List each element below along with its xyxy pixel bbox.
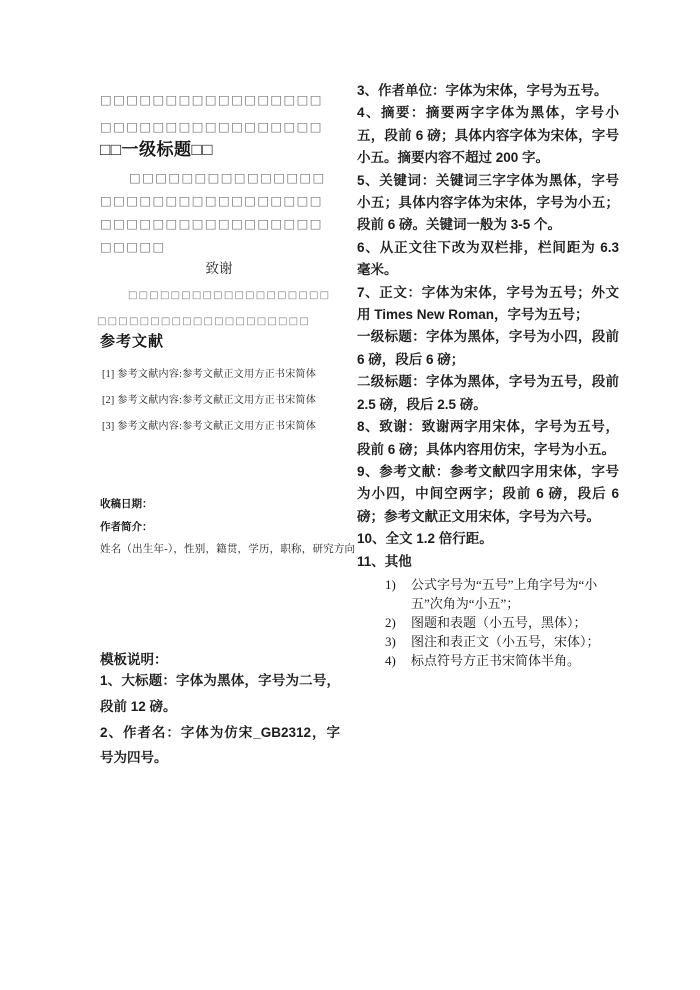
sublist-item-number: 1)	[385, 576, 396, 592]
reference-item: [2] 参考文献内容:参考文献正文用方正书宋简体	[102, 394, 317, 406]
acknowledgement-title: 致谢	[205, 261, 233, 276]
body-placeholder-boxes	[100, 166, 344, 258]
placeholder-box-line: □□□□□□□□□□□□□□□□□	[100, 119, 323, 134]
references-title: 参考文献	[100, 334, 165, 350]
placeholder-box-line: □□□□□□□□□□□□□□□□□□□□	[97, 316, 310, 327]
sublist-item-text: 标点符号方正书宋简体半角。	[411, 652, 581, 668]
author-bio-label: 作者简介：	[100, 521, 153, 533]
reference-item: [1] 参考文献内容:参考文献正文用方正书宋简体	[102, 369, 317, 380]
other-rules-sublist	[357, 575, 619, 670]
placeholder-box-line: □□□□□□□□□□□□□□□	[129, 170, 326, 185]
instruction-paragraph: 10、全文 1.2 倍行距。	[357, 531, 493, 547]
template-notes	[100, 668, 340, 771]
references-list	[102, 362, 340, 439]
placeholder-box-line: □□□□□□□□□□□□□□□□□	[100, 193, 323, 208]
received-date-label: 收稿日期：	[100, 498, 153, 510]
sublist-item	[385, 613, 619, 632]
instruction-paragraph: 5、关键词：关键词三字字体为黑体，字号小五；具体内容字体为宋体，字号为小五；段前 6 磅。关键词一般为 3-5 个。	[357, 172, 619, 233]
instruction-paragraph: 9、参考文献：参考文献四字用宋体，字号为小四，中间空两字；段前 6 磅，段后 6 磅；参考文献正文用宋体，字号为六号。	[357, 463, 619, 524]
instruction-paragraph: 11、其他	[357, 553, 412, 569]
instruction-paragraph: 一级标题：字体为黑体，字号为小四，段前 6 磅，段后 6 磅；	[357, 329, 619, 367]
placeholder-box-line: □□□□□□□□□□□□□□□□□	[100, 216, 323, 231]
acknowledgement-placeholder-boxes	[97, 283, 341, 335]
sublist-item-number: 3)	[385, 633, 396, 649]
sublist-item	[385, 575, 619, 613]
abstract-placeholder-boxes	[100, 86, 338, 140]
reference-item: [3] 参考文献内容:参考文献正文用方正书宋简体	[102, 420, 317, 432]
instruction-paragraph: 6、从正文往下改为双栏排，栏间距为 6.3 毫米。	[357, 239, 619, 278]
author-bio-text: 姓名（出生年-），性别，籍贯，学历，职称，研究方向	[100, 544, 356, 555]
sublist-item-number: 2)	[385, 614, 396, 630]
placeholder-box-line: □□□□□	[100, 239, 166, 254]
sublist-item	[385, 651, 619, 670]
instruction-paragraph: 4、摘要：摘要两字字体为黑体，字号小五，段前 6 磅；具体内容字体为宋体，字号小五。摘要内容不超过 200 字。	[357, 105, 619, 166]
placeholder-box-line: □□□□□□□□□□□□□□□□□	[100, 92, 323, 107]
instruction-paragraph: 二级标题：字体为黑体，字号为五号，段前 2.5 磅，段后 2.5 磅。	[357, 374, 619, 412]
template-note-item: 2、作者名：字体为仿宋_GB2312，字号为四号。	[100, 724, 340, 766]
sublist-item-text: 图注和表正文（小五号，宋体）；	[411, 633, 600, 649]
instruction-paragraph: 8、致谢：致谢两字用宋体，字号为五号，段前 6 磅；具体内容用仿宋，字号为小五。	[357, 419, 619, 457]
instruction-paragraph: 7、正文：字体为宋体，字号为五号；外文用 Times New Roman，字号为五号；	[357, 284, 619, 323]
template-notes-title: 模板说明：	[100, 652, 168, 667]
level1-heading: □□一级标题□□	[100, 140, 214, 159]
placeholder-box-line: □□□□□□□□□□□□□□□□□□□	[128, 290, 331, 301]
sublist-item-text: 图题和表题（小五号，黑体）；	[411, 614, 587, 630]
template-instructions-column	[357, 80, 619, 670]
sublist-item-number: 4)	[385, 652, 396, 668]
sublist-item-text: 公式字号为“五号”上角字号为“小五”次角为“小五”；	[411, 576, 598, 611]
instruction-paragraph: 3、作者单位：字体为宋体，字号为五号。	[357, 83, 608, 98]
sublist-item	[385, 632, 619, 651]
template-note-item: 1、大标题：字体为黑体，字号为二号，段前 12 磅。	[100, 673, 340, 714]
